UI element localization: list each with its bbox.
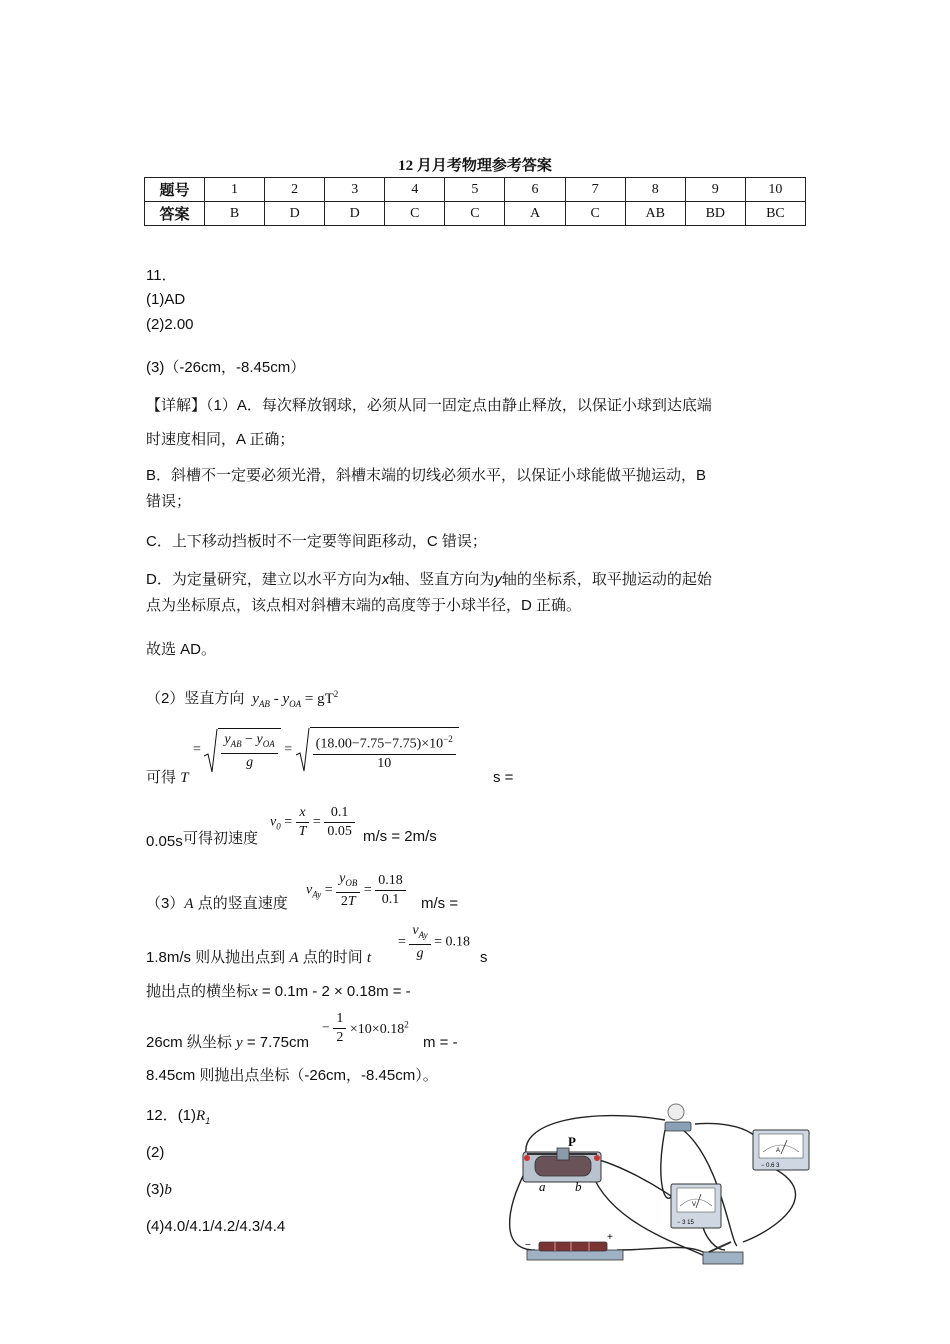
light-bulb-icon bbox=[665, 1104, 691, 1131]
q11-y-line bbox=[146, 1033, 309, 1053]
sqrt-2 bbox=[296, 727, 459, 773]
T-formula: = $\frac{y_{AB} - y_{OA}}{g}$ = $\frac{(18.00-7.75-7.75)\times 10^{-2}}{10}$ bbox=[193, 727, 459, 773]
label-b: b bbox=[575, 1179, 582, 1194]
v0-denominator: 0.05 bbox=[327, 824, 352, 839]
table-cell: 10 bbox=[745, 178, 805, 202]
var-t: t bbox=[366, 950, 372, 966]
y-frac-numerator: 1 bbox=[333, 1010, 346, 1029]
vay-numerator: 0.18 bbox=[375, 872, 406, 891]
y-frac-denominator: 2 bbox=[336, 1030, 344, 1045]
wire bbox=[743, 1168, 796, 1242]
table-cell: A bbox=[505, 202, 565, 226]
text: 点的竖直速度 bbox=[197, 895, 288, 912]
text: （2）竖直方向 bbox=[146, 690, 245, 707]
table-cell: 4 bbox=[385, 178, 445, 202]
text: = 0.1m - 2 × 0.18m = - bbox=[261, 983, 411, 1000]
var-b: b bbox=[164, 1182, 172, 1198]
t-value: 0.05s bbox=[146, 833, 183, 850]
var-A: A bbox=[289, 950, 299, 966]
sqrt-sign-icon bbox=[296, 727, 310, 773]
q11-option-d bbox=[146, 570, 712, 590]
table-cell: D bbox=[265, 202, 325, 226]
q11-part3-line bbox=[146, 894, 288, 914]
battery-icon bbox=[527, 1242, 623, 1260]
q11-time-line bbox=[146, 948, 371, 968]
q11-part2-line bbox=[146, 684, 338, 714]
var-R: R bbox=[196, 1108, 206, 1124]
ammeter-label: A bbox=[776, 1148, 781, 1154]
table-cell: 6 bbox=[505, 178, 565, 202]
formula-vertical: $y_{AB} - y_{OA} = gT^2$ bbox=[252, 689, 339, 709]
circuit-diagram bbox=[505, 1100, 835, 1272]
table-cell: 5 bbox=[445, 178, 505, 202]
sqrt-1: $\frac{y_{AB} - y_{OA}}{g}$ bbox=[204, 728, 280, 772]
table-cell: 9 bbox=[685, 178, 745, 202]
battery-minus: − bbox=[525, 1240, 531, 1251]
v0-label: 可得初速度 bbox=[183, 830, 259, 847]
q11-detail-line-2: 时速度相同，A 正确； bbox=[146, 431, 295, 448]
text: = 7.75cm bbox=[246, 1034, 309, 1051]
table-header-number: 题号 bbox=[145, 178, 205, 202]
y-unit: m = - bbox=[423, 1034, 458, 1051]
q12-number: 12． bbox=[146, 1107, 178, 1124]
q11-number: 11． bbox=[146, 267, 177, 284]
y-formula: − $\frac{1}{2}$ $\times 10\times 0.18^2$ bbox=[322, 1011, 409, 1045]
label-a: a bbox=[539, 1179, 546, 1194]
y-frac-rest: ×10×0.18 bbox=[349, 1021, 405, 1037]
table-cell: B bbox=[205, 202, 265, 226]
voltmeter-label: V bbox=[692, 1202, 697, 1208]
sqrt-numerator: (18.00−7.75−7.75)×10 bbox=[315, 736, 444, 752]
q11-option-d-2: 点为坐标原点，该点相对斜槽末端的高度等于小球半径，D 正确。 bbox=[146, 597, 582, 614]
answer-table bbox=[144, 177, 806, 226]
q12-answer-3 bbox=[146, 1180, 172, 1200]
q12-answer-2: (2) bbox=[146, 1144, 165, 1161]
q11-answer-3: (3)（-26cm，-8.45cm） bbox=[146, 359, 306, 376]
var-A: A bbox=[184, 896, 194, 912]
q11-x-line bbox=[146, 982, 411, 1002]
label-P: P bbox=[568, 1134, 576, 1149]
text: 轴的坐标系，取平抛运动的起始 bbox=[501, 571, 712, 588]
text: 轴、竖直方向为 bbox=[389, 571, 495, 588]
text: (1) bbox=[177, 1107, 197, 1124]
text: D．为定量研究，建立以水平方向为 bbox=[146, 571, 382, 588]
sqrt-denominator: 10 bbox=[377, 755, 392, 771]
q12-line-1 bbox=[146, 1106, 210, 1131]
v0-result: m/s = 2m/s bbox=[363, 828, 437, 845]
ammeter-scale: − 0.6 3 bbox=[761, 1163, 780, 1169]
vay-unit: m/s = bbox=[421, 895, 459, 912]
table-cell: 1 bbox=[205, 178, 265, 202]
v0-numerator: 0.1 bbox=[324, 804, 355, 823]
q11-T-label bbox=[146, 768, 189, 788]
vay-denominator: 0.1 bbox=[381, 891, 400, 907]
t-formula: = $\frac{v_{Ay}}{g}$ = 0.18 bbox=[398, 923, 471, 961]
text: （3） bbox=[146, 895, 185, 912]
q11-option-c: C．上下移动挡板时不一定要等间距移动，C 错误； bbox=[146, 533, 487, 550]
q11-answer-2: (2)2.00 bbox=[146, 316, 194, 333]
table-row bbox=[145, 202, 806, 226]
table-cell: BC bbox=[745, 202, 805, 226]
q11-answer-1: (1)AD bbox=[146, 291, 186, 308]
detail-text: （1）A．每次释放钢球，必须从同一固定点由静止释放，以保证小球到达底端 bbox=[206, 397, 712, 414]
detail-tag: 【详解】 bbox=[146, 397, 207, 414]
t-result: = 0.18 bbox=[434, 934, 471, 950]
q12-answer-4: (4)4.0/4.1/4.2/4.3/4.4 bbox=[146, 1218, 286, 1235]
rheostat bbox=[523, 1148, 601, 1182]
vay-formula: $v_{Ay}$ = $\frac{y_{OB}}{2T}$ = $\frac{0.18}{0.1}$ bbox=[306, 870, 406, 911]
s-equals: s = bbox=[493, 769, 514, 786]
text: 可得 bbox=[146, 769, 177, 786]
table-cell: C bbox=[385, 202, 445, 226]
q11-final-line: 8.45cm 则抛出点坐标（-26cm，-8.45cm）。 bbox=[146, 1067, 438, 1084]
q11-detail-line bbox=[146, 396, 712, 416]
formula-end: = gT bbox=[304, 691, 334, 707]
table-cell: 8 bbox=[625, 178, 685, 202]
table-cell: 3 bbox=[325, 178, 385, 202]
text: (3) bbox=[146, 1181, 165, 1198]
var-x: x bbox=[381, 571, 390, 588]
voltmeter-scale: − 3 15 bbox=[677, 1220, 694, 1226]
subscript: 1 bbox=[205, 1116, 211, 1126]
table-cell: 2 bbox=[265, 178, 325, 202]
table-cell: C bbox=[565, 202, 625, 226]
var-y: y bbox=[236, 1035, 243, 1051]
battery-plus: + bbox=[607, 1232, 613, 1243]
page-title: 12 月月考物理参考答案 bbox=[398, 158, 552, 174]
text: 26cm 纵坐标 bbox=[146, 1034, 232, 1051]
q11-choose: 故选 AD。 bbox=[146, 641, 217, 658]
table-header-answer: 答案 bbox=[145, 202, 205, 226]
table-row bbox=[145, 178, 806, 202]
var-T: T bbox=[180, 770, 189, 786]
text: 1.8m/s 则从抛出点到 bbox=[146, 949, 286, 966]
sqrt-sign-icon bbox=[204, 728, 218, 774]
table-cell: D bbox=[325, 202, 385, 226]
text: 抛出点的横坐标 bbox=[146, 983, 252, 1000]
table-cell: BD bbox=[685, 202, 745, 226]
var-x: x bbox=[251, 984, 258, 1000]
var-y: y bbox=[494, 571, 502, 588]
table-cell: 7 bbox=[565, 178, 625, 202]
q11-option-b: B．斜槽不一定要必须光滑，斜槽末端的切线必须水平，以保证小球能做平抛运动，B bbox=[146, 467, 707, 484]
t-unit: s bbox=[480, 949, 488, 966]
wire bbox=[695, 1123, 761, 1162]
table-cell: AB bbox=[625, 202, 685, 226]
text: 点的时间 bbox=[302, 949, 363, 966]
table-cell: C bbox=[445, 202, 505, 226]
v0-formula: $v_0$ = $\frac{x}{T}$ = $\frac{0.1}{0.05}$ bbox=[270, 804, 355, 841]
q11-option-b-2: 错误； bbox=[146, 493, 192, 510]
sqrt-exponent: −2 bbox=[443, 734, 453, 744]
